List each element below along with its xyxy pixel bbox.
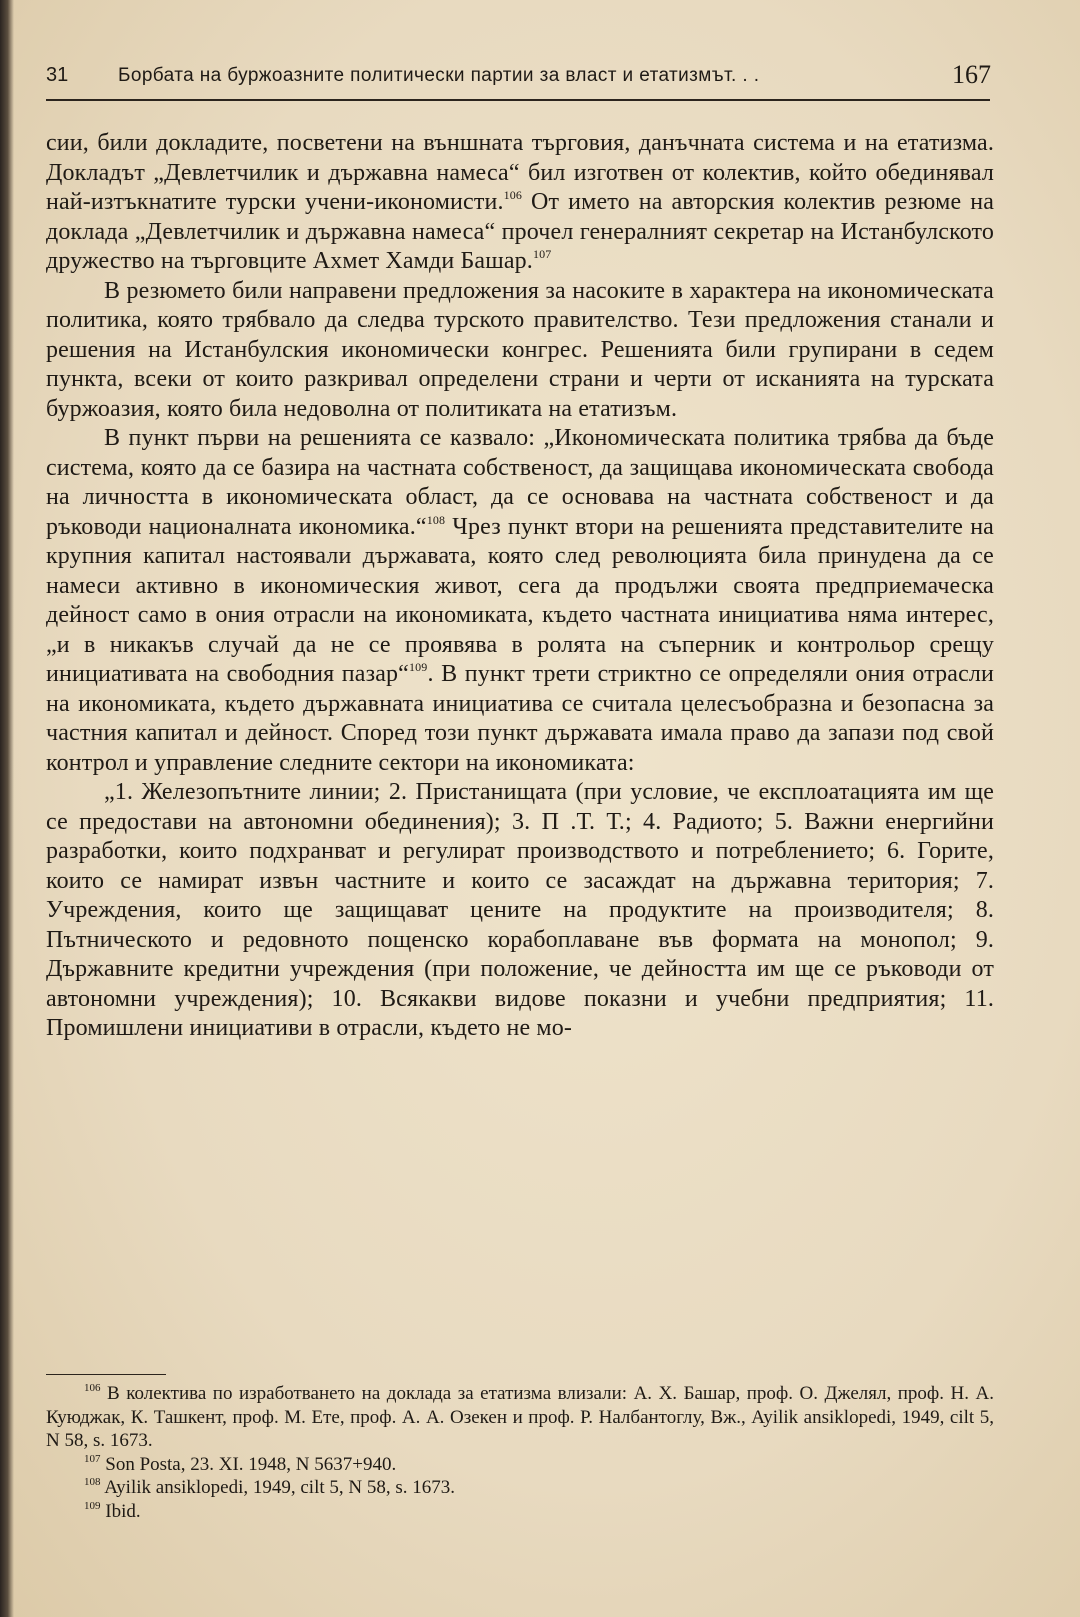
paragraph (46, 277, 994, 425)
footnote-divider (46, 1374, 166, 1375)
chapter-number: 31 (46, 64, 69, 86)
footnote-number: 107 (84, 1452, 101, 1465)
main-text (46, 129, 994, 1044)
footnote-text: Ayilik ansiklopedi, 1949, cilt 5, N 58, s. 1673. (100, 1477, 455, 1498)
running-header (46, 60, 991, 94)
paragraph-text: „1. Железопътните линии; 2. Пристанищата (при условие, че експлоатацията им ще се предостави на автономни обединения); 3. П .Т. Т.; 4. Радиото; 5. Важни енергийни разработки, които подхранват и регулират производството и потреблението; 6. Горите, които се намират извън частните и които се засаждат на държавна територия; 7. Учреждения, които ще защищават цените на продуктите на производителя; 8. Пътническото и редовното пощенско корабоплаване във формата на монопол; 9. Държавните кредитни учреждения (при положение, че дейността им ще се ръководи от автономни учреждения); 10. Всякакви видове показни и учебни предприятия; 11. Промишлени инициативи в отрасли, където не мо- (46, 779, 994, 1041)
footnote-text: Ibid. (100, 1500, 141, 1522)
footnote-ref: 107 (532, 247, 552, 261)
footnote-number: 106 (84, 1382, 101, 1394)
paragraph-text: сии, били докладите, посветени на външната търговия, данъчната система и на етатизма. Докладът „Девлетчилик и държавна намеса“ бил изготвен от колектив, който обединявал най-изтъкнатите турски учени-икономисти. (46, 130, 994, 215)
footnote (46, 1500, 994, 1524)
footnote (46, 1382, 994, 1453)
paragraph (46, 424, 994, 778)
page-binding-edge (0, 0, 14, 1617)
footnote-ref: 109 (409, 660, 428, 674)
footnote-ref: 108 (426, 512, 446, 527)
footnote-number: 109 (84, 1499, 101, 1512)
paragraph (46, 129, 994, 277)
footnote (46, 1453, 994, 1477)
paragraph (46, 778, 994, 1044)
header-divider (46, 99, 990, 101)
footnote (46, 1476, 994, 1500)
paragraph-text: Чрез пункт втори на решенията представителите на крупния капитал настоявали държавата, която след революцията била принудена да се намеси активно в икономическия живот, сега да продължи своята предприемаческа дейност само в ония отрасли на икономиката, където частната инициатива няма интерес, „и в никакъв случай да не се проявява в ролята на съперник и контрольор срещу инициативата на свободния пазар“ (46, 513, 994, 687)
footnote-ref: 106 (503, 188, 523, 202)
paragraph-text: В пункт първи на решенията се казвало: „Икономическата политика трябва да бъде система, която да се базира на частната собственост, да защищава икономическата свобода на личността в икономическата област, да се основава на частната собственост и да ръководи националната икономика.“ (46, 425, 994, 540)
footnote-number: 108 (84, 1476, 101, 1488)
paragraph-text: От името на авторския колектив резюме на доклада „Девлетчилик и държавна намеса“ прочел генералният секретар на Истанбулското дружество на търговците Ахмет Хамди Башар. (46, 189, 995, 274)
footnote-text: Son Posta, 23. XI. 1948, N 5637+940. (100, 1453, 397, 1475)
running-title: Борбата на буржоазните политически партии за власт и етатизмът. . . (118, 65, 760, 86)
paragraph-text: . В пункт трети стриктно се определяли ония отрасли на икономиката, където държавната инициатива се считала целесъобразна и безопасна за частния капитал и дейност. Според този пункт държавата имала право да запази под свой контрол и управление следните сектори на икономиката: (46, 661, 994, 776)
footnote-text: В колектива по изработването на доклада за етатизма влизали: А. Х. Башар, проф. О. Джелял, проф. Н. А. Куюджак, К. Ташкент, проф. М. Ете, проф. А. А. Озекен и проф. Р. Налбантоглу, Вж., Ayilik ansiklopedi, 1949, cilt 5, N 58, s. 1673. (46, 1383, 994, 1451)
footnotes (46, 1382, 994, 1523)
paragraph-text: В резюмето били направени предложения за насоките в характера на икономическата политика, която трябвало да следва турското правителство. Тези предложения станали и решения на Истанбулския икономически конгрес. Решенията били групирани в седем пункта, всеки от които разкривал определени страни и черти от исканията на турската буржоазия, която била недоволна от политиката на етатизъм. (46, 277, 994, 422)
page-number: 167 (952, 60, 991, 89)
